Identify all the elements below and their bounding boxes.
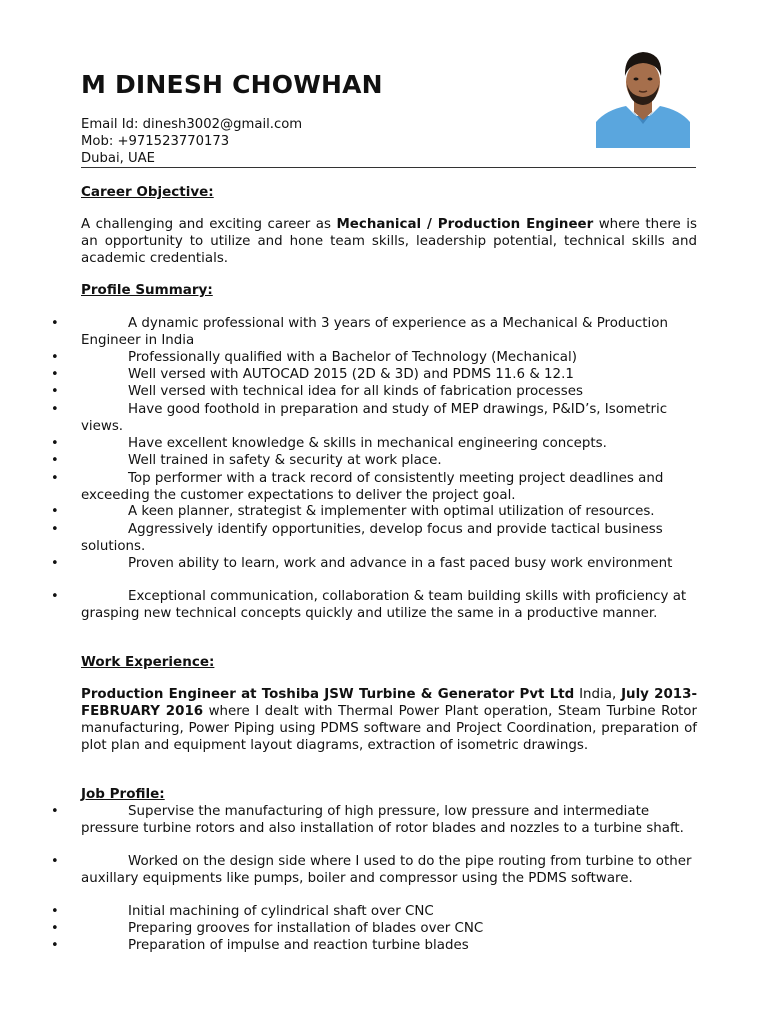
bullet-marker: • [51, 367, 59, 382]
profile-photo [596, 44, 690, 148]
summary-item: • Well versed with technical idea for all kinds of fabrication processes [51, 384, 583, 399]
bullet-marker: • [51, 384, 59, 399]
objective-text-end: where there is an opportunity to utilize and hone team skills, leadership potential, technical skills and academic credentials. [81, 217, 697, 266]
header-divider [81, 167, 696, 168]
summary-item: • Have good foothold in preparation and study of MEP drawings, P&ID’s, Isometric views. [51, 402, 668, 434]
profile-photo-image [596, 44, 690, 148]
bullet-marker: • [51, 938, 59, 953]
bullet-marker: • [51, 556, 59, 571]
summary-item: • Aggressively identify opportunities, develop focus and provide tactical business solutions. [51, 522, 663, 554]
summary-item: • Well versed with AUTOCAD 2015 (2D & 3D) and PDMS 11.6 & 12.1 [51, 367, 574, 382]
profile-summary-heading: Profile Summary: [81, 282, 213, 298]
job-duty-item: • Initial machining of cylindrical shaft over CNC [51, 904, 434, 919]
mobile-line: Mob: +971523770173 [81, 134, 230, 149]
contact-block [81, 116, 302, 167]
bullet-marker: • [51, 589, 59, 604]
bullet-marker: • [51, 316, 59, 331]
job-duty-item: • Worked on the design side where I used to do the pipe routing from turbine to other auxillary equipments like pumps, boiler and compressor using the PDMS software. [51, 854, 692, 886]
objective-role: Mechanical / Production Engineer [336, 217, 594, 232]
summary-item: • Proven ability to learn, work and advance in a fast paced busy work environment [51, 556, 673, 571]
career-objective-heading: Career Objective: [81, 184, 214, 200]
summary-item: • Top performer with a track record of consistently meeting project deadlines and exceeding the customer expectations to deliver the project goal. [51, 471, 664, 503]
summary-item: • Well trained in safety & security at work place. [51, 453, 442, 468]
career-objective-text [81, 216, 697, 267]
bullet-marker: • [51, 904, 59, 919]
bullet-marker: • [51, 522, 59, 537]
summary-item: • Have excellent knowledge & skills in mechanical engineering concepts. [51, 436, 607, 451]
job-country: India, [574, 687, 622, 702]
bullet-marker: • [51, 471, 59, 486]
bullet-marker: • [51, 804, 59, 819]
summary-item: • Professionally qualified with a Bachelor of Technology (Mechanical) [51, 350, 577, 365]
work-experience-heading: Work Experience: [81, 654, 215, 670]
objective-text-start: A challenging and exciting career as [81, 217, 337, 232]
bullet-marker: • [51, 504, 59, 519]
bullet-marker: • [51, 854, 59, 869]
bullet-marker: • [51, 402, 59, 417]
summary-item: • A keen planner, strategist & implementer with optimal utilization of resources. [51, 504, 655, 519]
bullet-marker: • [51, 453, 59, 468]
summary-item: • A dynamic professional with 3 years of experience as a Mechanical & Production Engineer in India [51, 316, 668, 348]
job-duty-item: • Supervise the manufacturing of high pressure, low pressure and intermediate pressure turbine rotors and also installation of rotor blades and nozzles to a turbine shaft. [51, 804, 684, 836]
bullet-marker: • [51, 436, 59, 451]
location-line: Dubai, UAE [81, 151, 156, 166]
bullet-marker: • [51, 921, 59, 936]
job-period: July 2013- FEBRUARY 2016 [81, 687, 697, 719]
work-experience-text [81, 686, 697, 754]
job-description: where I dealt with Thermal Power Plant operation, Steam Turbine Rotor manufacturing, Power Piping using PDMS software and Project Coordination, preparation of plot plan and equipment layout diagrams, extraction of isometric drawings. [81, 704, 698, 753]
job-duty-item: • Preparation of impulse and reaction turbine blades [51, 938, 469, 953]
job-title: Production Engineer at Toshiba JSW Turbine & Generator Pvt Ltd [81, 687, 575, 702]
summary-item: • Exceptional communication, collaboration & team building skills with proficiency at grasping new technical concepts quickly and utilize the same in a productive manner. [51, 589, 687, 621]
email-line: Email Id: dinesh3002@gmail.com [81, 117, 303, 132]
job-profile-heading: Job Profile: [81, 786, 165, 802]
bullet-marker: • [51, 350, 59, 365]
job-duty-item: • Preparing grooves for installation of blades over CNC [51, 921, 484, 936]
candidate-name: M DINESH CHOWHAN [81, 70, 383, 99]
